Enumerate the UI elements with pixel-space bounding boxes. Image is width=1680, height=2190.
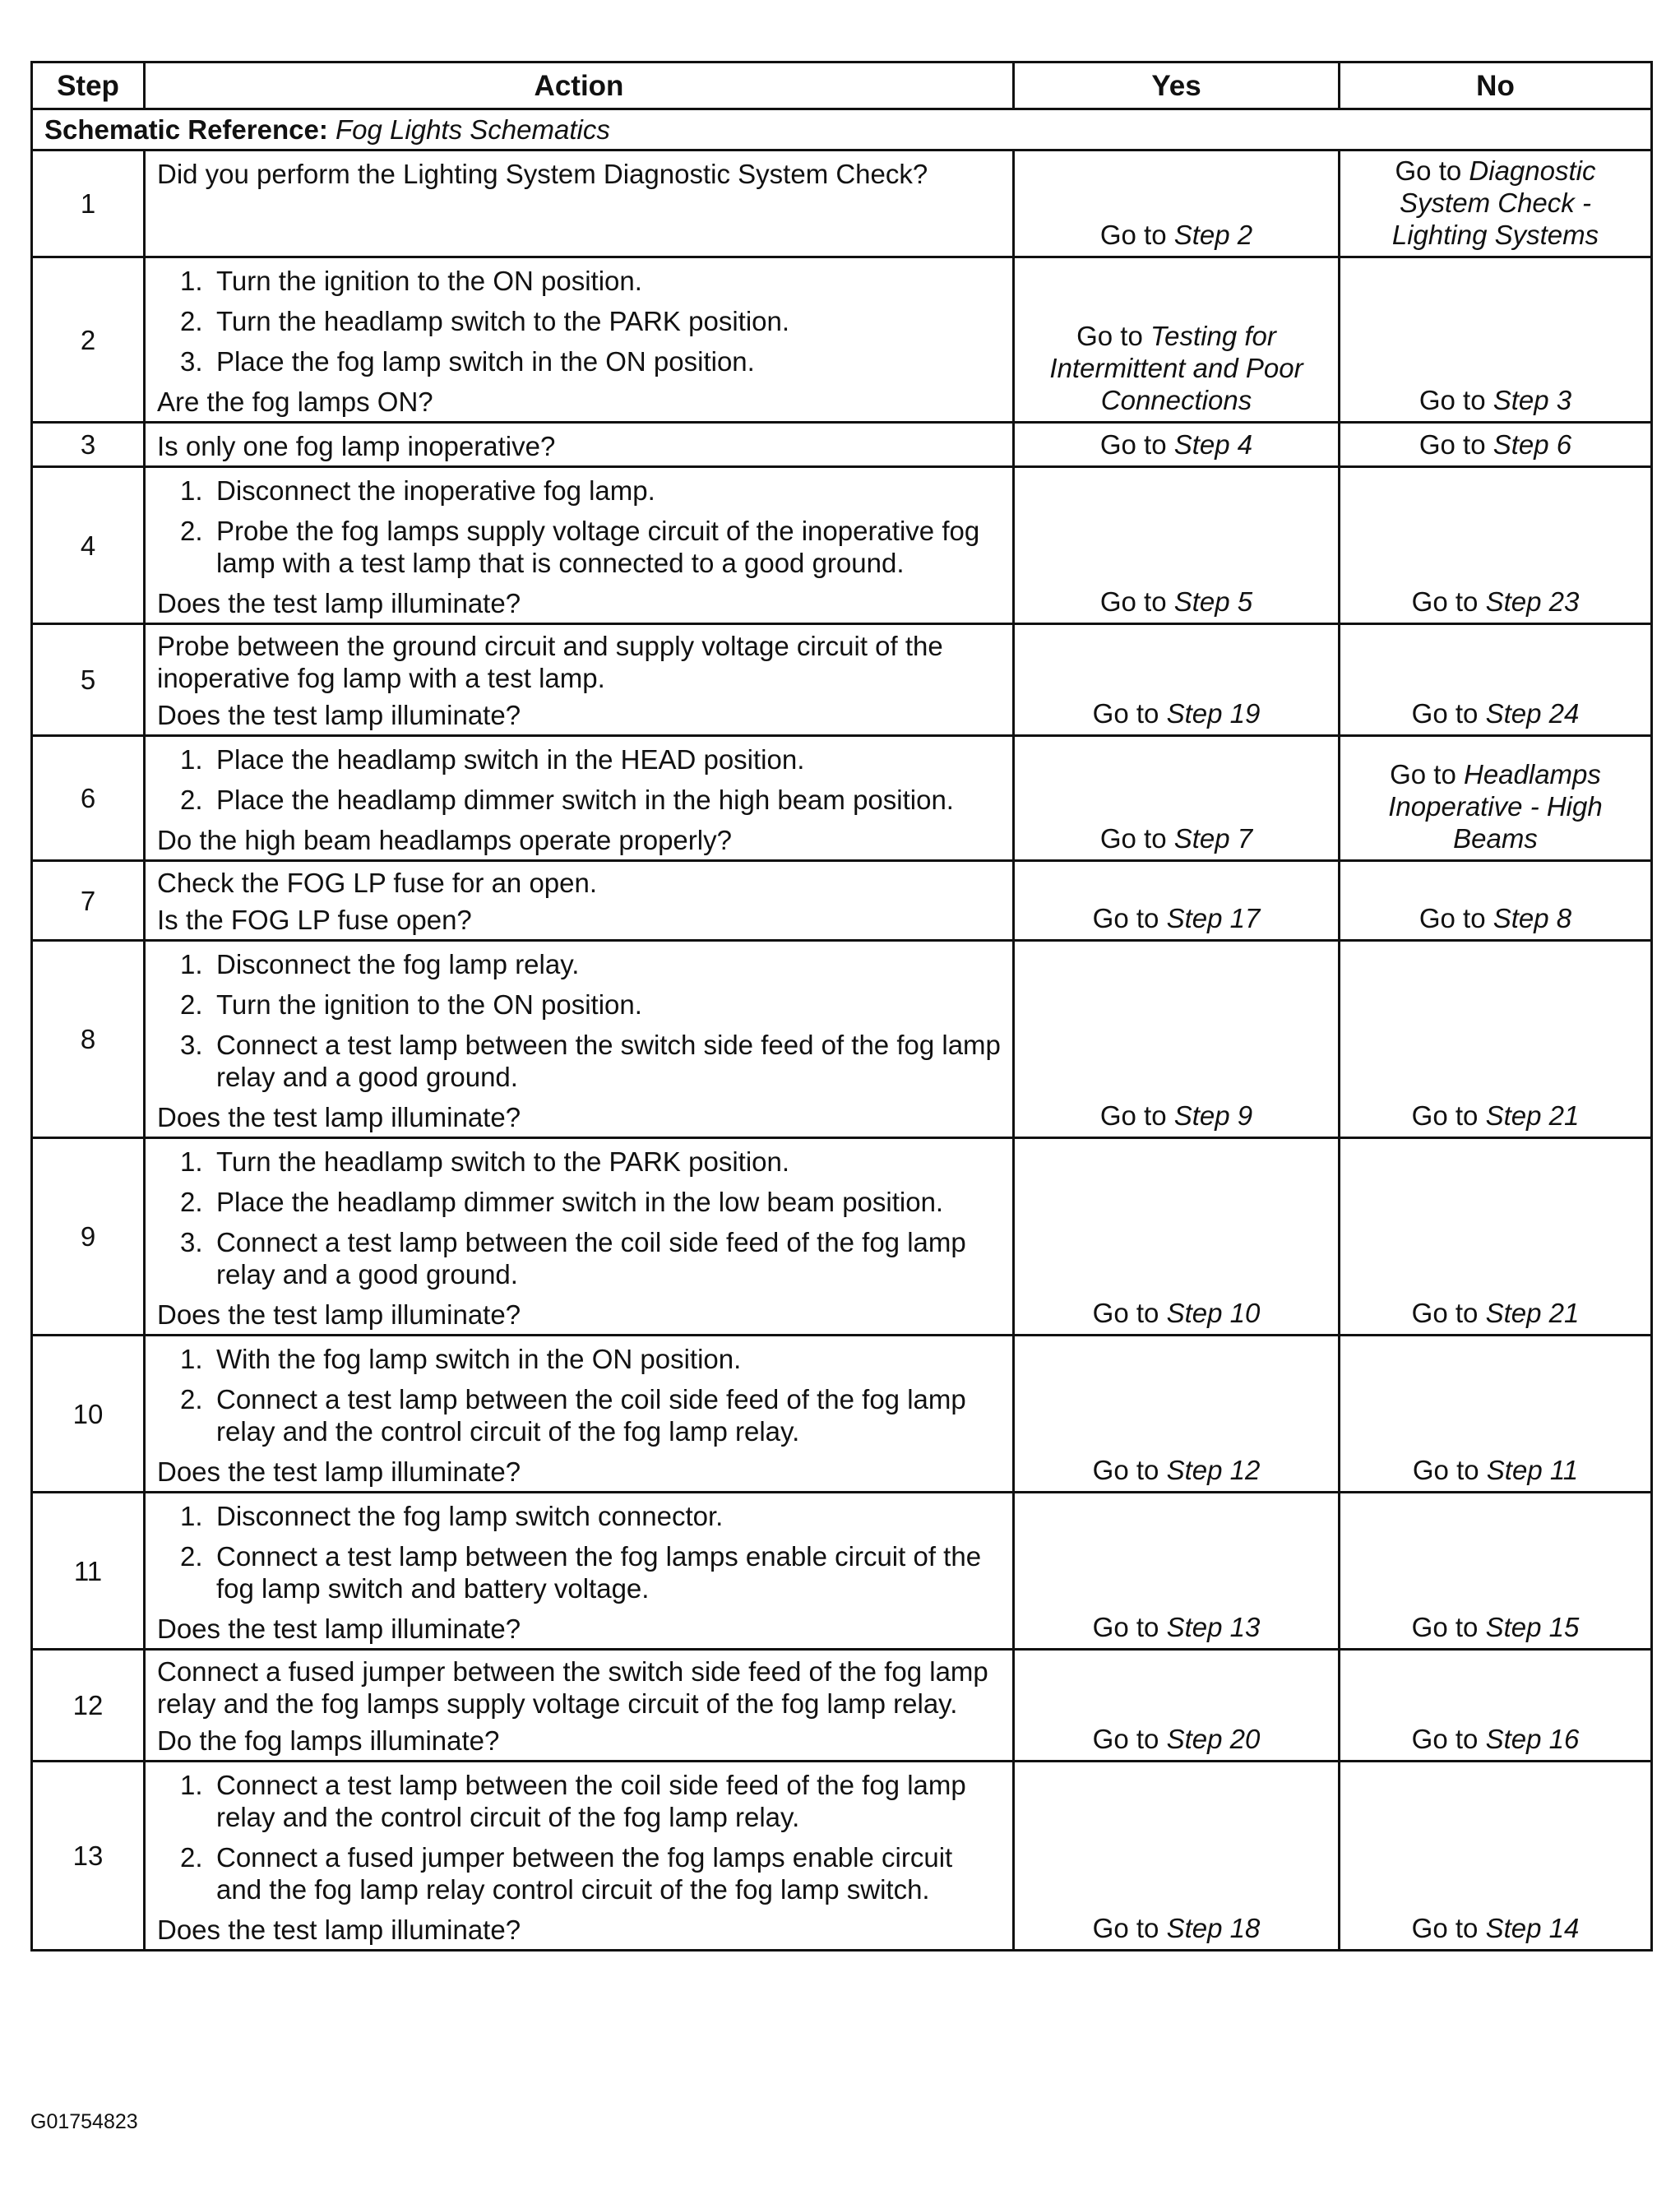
list-item-text: Place the headlamp switch in the HEAD position.	[216, 744, 805, 775]
goto-prefix: Go to	[1099, 1100, 1167, 1131]
goto-prefix: Go to	[1411, 1100, 1479, 1131]
action-cell	[145, 1650, 1014, 1762]
goto-target-link[interactable]: Step 5	[1173, 586, 1253, 617]
goto-target-link[interactable]: Step 13	[1166, 1612, 1261, 1642]
no-result-cell	[1340, 1650, 1652, 1762]
goto-prefix: Go to	[1099, 586, 1167, 617]
action-list-item	[157, 345, 1001, 377]
header-no: No	[1340, 63, 1652, 109]
goto-target-link[interactable]: Step 10	[1166, 1298, 1261, 1328]
action-list-item	[157, 1226, 1001, 1290]
table-row	[32, 423, 1652, 467]
list-item-text: Connect a test lamp between the coil side feed of the fog lamp relay and the control circuit of the fog lamp relay.	[216, 1770, 966, 1832]
header-yes: Yes	[1014, 63, 1340, 109]
goto-target-link[interactable]: Step 15	[1485, 1612, 1580, 1642]
action-question: Does the test lamp illuminate?	[157, 588, 521, 618]
step-number: 9	[32, 1138, 145, 1336]
yes-result-cell	[1014, 1493, 1340, 1650]
goto-prefix: Go to	[1092, 698, 1159, 729]
action-instruction: Connect a fused jumper between the switch side feed of the fog lamp relay and the fog lamps supply voltage circuit of the fog lamp relay.	[157, 1656, 988, 1719]
goto-prefix: Go to	[1092, 1298, 1159, 1328]
action-instruction: Check the FOG LP fuse for an open.	[157, 868, 598, 898]
action-list-item	[157, 305, 1001, 337]
action-cell	[145, 1138, 1014, 1336]
goto-target-link[interactable]: Step 7	[1173, 823, 1253, 854]
step-number: 2	[32, 257, 145, 423]
table-row	[32, 624, 1652, 736]
no-result-cell	[1340, 861, 1652, 941]
list-item-number: 2.	[180, 989, 203, 1020]
goto-prefix: Go to	[1411, 1913, 1479, 1943]
step-number: 3	[32, 423, 145, 467]
action-list-item	[157, 948, 1001, 980]
table-row	[32, 1493, 1652, 1650]
yes-result-cell	[1014, 1336, 1340, 1493]
step-number: 1	[32, 150, 145, 257]
action-question: Are the fog lamps ON?	[157, 387, 433, 417]
goto-target-link[interactable]: Headlamps Inoperative - High Beams	[1388, 759, 1603, 854]
action-question: Does the test lamp illuminate?	[157, 1102, 521, 1132]
yes-result-cell	[1014, 624, 1340, 736]
list-item-number: 2.	[180, 306, 203, 336]
list-item-number: 3.	[180, 346, 203, 377]
goto-target-link[interactable]: Step 8	[1493, 903, 1572, 933]
no-result-cell	[1340, 1493, 1652, 1650]
list-item-number: 2.	[180, 1187, 203, 1217]
action-cell	[145, 624, 1014, 736]
table-row	[32, 257, 1652, 423]
goto-prefix: Go to	[1411, 586, 1479, 617]
goto-target-link[interactable]: Step 3	[1493, 385, 1572, 415]
action-cell	[145, 1493, 1014, 1650]
yes-result-cell	[1014, 861, 1340, 941]
list-item-text: Connect a test lamp between the switch side feed of the fog lamp relay and a good ground.	[216, 1030, 1001, 1092]
goto-prefix: Go to	[1411, 1612, 1479, 1642]
action-list-item	[157, 784, 1001, 816]
goto-target-link[interactable]: Step 9	[1173, 1100, 1253, 1131]
list-item-number: 1.	[180, 1146, 203, 1177]
list-item-text: Place the headlamp dimmer switch in the low beam position.	[216, 1187, 944, 1217]
list-item-text: Turn the headlamp switch to the PARK position.	[216, 306, 790, 336]
table-row	[32, 1762, 1652, 1951]
goto-prefix: Go to	[1395, 155, 1462, 186]
table-row	[32, 736, 1652, 861]
goto-prefix: Go to	[1099, 823, 1167, 854]
table-row	[32, 861, 1652, 941]
no-result-cell	[1340, 624, 1652, 736]
step-number: 12	[32, 1650, 145, 1762]
action-question: Does the test lamp illuminate?	[157, 1456, 521, 1487]
action-list-item	[157, 1769, 1001, 1833]
yes-result-cell	[1014, 1762, 1340, 1951]
list-item-text: Connect a test lamp between the fog lamps enable circuit of the fog lamp switch and battery voltage.	[216, 1541, 982, 1604]
no-result-cell	[1340, 467, 1652, 624]
action-question: Is the FOG LP fuse open?	[157, 905, 472, 935]
no-result-cell	[1340, 1336, 1652, 1493]
yes-result-cell	[1014, 257, 1340, 423]
goto-target-link[interactable]: Step 21	[1485, 1100, 1580, 1131]
action-list-item	[157, 1841, 1001, 1905]
action-instruction: Probe between the ground circuit and supply voltage circuit of the inoperative fog lamp with a test lamp.	[157, 631, 943, 693]
yes-result-cell	[1014, 423, 1340, 467]
list-item-number: 3.	[180, 1030, 203, 1060]
list-item-text: Disconnect the fog lamp relay.	[216, 949, 580, 979]
action-question: Is only one fog lamp inoperative?	[157, 431, 556, 461]
action-cell	[145, 861, 1014, 941]
goto-prefix: Go to	[1411, 1724, 1479, 1754]
action-cell	[145, 1336, 1014, 1493]
list-item-text: Connect a fused jumper between the fog lamps enable circuit and the fog lamp relay control circuit of the fog lamp switch.	[216, 1842, 953, 1905]
action-list-item	[157, 515, 1001, 579]
list-item-number: 1.	[180, 744, 203, 775]
goto-prefix: Go to	[1411, 1298, 1479, 1328]
goto-target-link[interactable]: Step 23	[1485, 586, 1580, 617]
no-result-cell	[1340, 150, 1652, 257]
list-item-text: Place the headlamp dimmer switch in the high beam position.	[216, 785, 954, 815]
list-item-number: 1.	[180, 949, 203, 979]
no-result-cell	[1340, 1138, 1652, 1336]
step-number: 7	[32, 861, 145, 941]
goto-prefix: Go to	[1092, 903, 1159, 933]
yes-result-cell	[1014, 736, 1340, 861]
goto-target-link[interactable]: Step 18	[1166, 1913, 1261, 1943]
list-item-number: 2.	[180, 1541, 203, 1572]
header-action: Action	[145, 63, 1014, 109]
yes-result-cell	[1014, 1138, 1340, 1336]
no-result-cell	[1340, 423, 1652, 467]
schematic-reference-value: Fog Lights Schematics	[336, 114, 610, 145]
step-number: 8	[32, 941, 145, 1138]
list-item-number: 2.	[180, 785, 203, 815]
list-item-number: 1.	[180, 1344, 203, 1374]
diagnostic-table	[30, 61, 1653, 1952]
step-number: 4	[32, 467, 145, 624]
goto-prefix: Go to	[1092, 1612, 1159, 1642]
table-row	[32, 1336, 1652, 1493]
list-item-text: Connect a test lamp between the coil side feed of the fog lamp relay and the control circuit of the fog lamp relay.	[216, 1384, 966, 1447]
action-cell	[145, 941, 1014, 1138]
action-cell	[145, 467, 1014, 624]
goto-target-link[interactable]: Step 14	[1485, 1913, 1580, 1943]
goto-prefix: Go to	[1076, 321, 1143, 351]
goto-target-link[interactable]: Step 20	[1166, 1724, 1261, 1754]
goto-target-link[interactable]: Step 11	[1486, 1455, 1579, 1485]
action-cell	[145, 736, 1014, 861]
list-item-text: Disconnect the inoperative fog lamp.	[216, 475, 655, 506]
list-item-number: 1.	[180, 266, 203, 296]
goto-prefix: Go to	[1419, 429, 1486, 460]
table-row	[32, 1650, 1652, 1762]
list-item-text: Turn the headlamp switch to the PARK position.	[216, 1146, 790, 1177]
action-cell	[145, 1762, 1014, 1951]
goto-target-link[interactable]: Diagnostic System Check - Lighting Systems	[1391, 155, 1599, 250]
table-row	[32, 941, 1652, 1138]
action-list-item	[157, 475, 1001, 507]
step-number: 6	[32, 736, 145, 861]
action-list-item	[157, 1343, 1001, 1375]
step-number: 10	[32, 1336, 145, 1493]
yes-result-cell	[1014, 150, 1340, 257]
goto-target-link[interactable]: Step 21	[1485, 1298, 1580, 1328]
table-row	[32, 467, 1652, 624]
goto-target-link[interactable]: Step 4	[1173, 429, 1253, 460]
action-question: Does the test lamp illuminate?	[157, 1299, 521, 1330]
no-result-cell	[1340, 736, 1652, 861]
list-item-number: 1.	[180, 1770, 203, 1800]
goto-prefix: Go to	[1411, 698, 1479, 729]
list-item-text: Disconnect the fog lamp switch connector.	[216, 1501, 724, 1531]
header-step: Step	[32, 63, 145, 109]
yes-result-cell	[1014, 1650, 1340, 1762]
list-item-number: 1.	[180, 475, 203, 506]
goto-target-link[interactable]: Step 16	[1485, 1724, 1580, 1754]
schematic-reference-label: Schematic Reference:	[44, 114, 328, 145]
goto-prefix: Go to	[1092, 1913, 1159, 1943]
action-question: Did you perform the Lighting System Diagnostic System Check?	[157, 159, 928, 189]
table-row	[32, 1138, 1652, 1336]
yes-result-cell	[1014, 467, 1340, 624]
action-cell	[145, 257, 1014, 423]
schematic-reference-row	[32, 109, 1652, 150]
goto-target-link[interactable]: Step 6	[1493, 429, 1572, 460]
goto-target-link[interactable]: Step 2	[1173, 220, 1253, 250]
step-number: 5	[32, 624, 145, 736]
goto-prefix: Go to	[1390, 759, 1456, 789]
list-item-text: Turn the ignition to the ON position.	[216, 266, 642, 296]
action-list-item	[157, 1029, 1001, 1093]
goto-prefix: Go to	[1419, 903, 1486, 933]
action-list-item	[157, 743, 1001, 776]
list-item-text: With the fog lamp switch in the ON position.	[216, 1344, 742, 1374]
table-row	[32, 150, 1652, 257]
step-number: 13	[32, 1762, 145, 1951]
goto-prefix: Go to	[1099, 220, 1167, 250]
goto-target-link[interactable]: Step 19	[1166, 698, 1261, 729]
action-cell	[145, 150, 1014, 257]
no-result-cell	[1340, 1762, 1652, 1951]
goto-target-link[interactable]: Step 12	[1166, 1455, 1261, 1485]
list-item-text: Turn the ignition to the ON position.	[216, 989, 642, 1020]
action-list-item	[157, 1500, 1001, 1532]
no-result-cell	[1340, 941, 1652, 1138]
action-list-item	[157, 989, 1001, 1021]
goto-target-link[interactable]: Step 24	[1485, 698, 1580, 729]
list-item-number: 2.	[180, 1842, 203, 1873]
goto-target-link[interactable]: Step 17	[1166, 903, 1261, 933]
step-number: 11	[32, 1493, 145, 1650]
list-item-number: 3.	[180, 1227, 203, 1257]
list-item-text: Probe the fog lamps supply voltage circuit of the inoperative fog lamp with a test lamp that is connected to a good ground.	[216, 516, 980, 578]
list-item-text: Connect a test lamp between the coil side feed of the fog lamp relay and a good ground.	[216, 1227, 966, 1289]
action-question: Do the fog lamps illuminate?	[157, 1725, 500, 1756]
header-row	[32, 63, 1652, 109]
goto-prefix: Go to	[1099, 429, 1167, 460]
action-list-item	[157, 1540, 1001, 1604]
action-list-item	[157, 1146, 1001, 1178]
goto-prefix: Go to	[1092, 1724, 1159, 1754]
yes-result-cell	[1014, 941, 1340, 1138]
list-item-number: 1.	[180, 1501, 203, 1531]
list-item-number: 2.	[180, 516, 203, 546]
action-question: Does the test lamp illuminate?	[157, 1915, 521, 1945]
action-list-item	[157, 1383, 1001, 1447]
goto-target-link[interactable]: Testing for Intermittent and Poor Connections	[1049, 321, 1303, 415]
action-question: Does the test lamp illuminate?	[157, 1614, 521, 1644]
goto-prefix: Go to	[1412, 1455, 1479, 1485]
action-cell	[145, 423, 1014, 467]
action-list-item	[157, 1186, 1001, 1218]
goto-prefix: Go to	[1092, 1455, 1159, 1485]
action-question: Do the high beam headlamps operate properly?	[157, 825, 732, 855]
no-result-cell	[1340, 257, 1652, 423]
list-item-number: 2.	[180, 1384, 203, 1414]
list-item-text: Place the fog lamp switch in the ON position.	[216, 346, 755, 377]
action-question: Does the test lamp illuminate?	[157, 700, 521, 730]
action-list-item	[157, 265, 1001, 297]
figure-code: G01754823	[30, 2110, 138, 2133]
goto-prefix: Go to	[1419, 385, 1486, 415]
